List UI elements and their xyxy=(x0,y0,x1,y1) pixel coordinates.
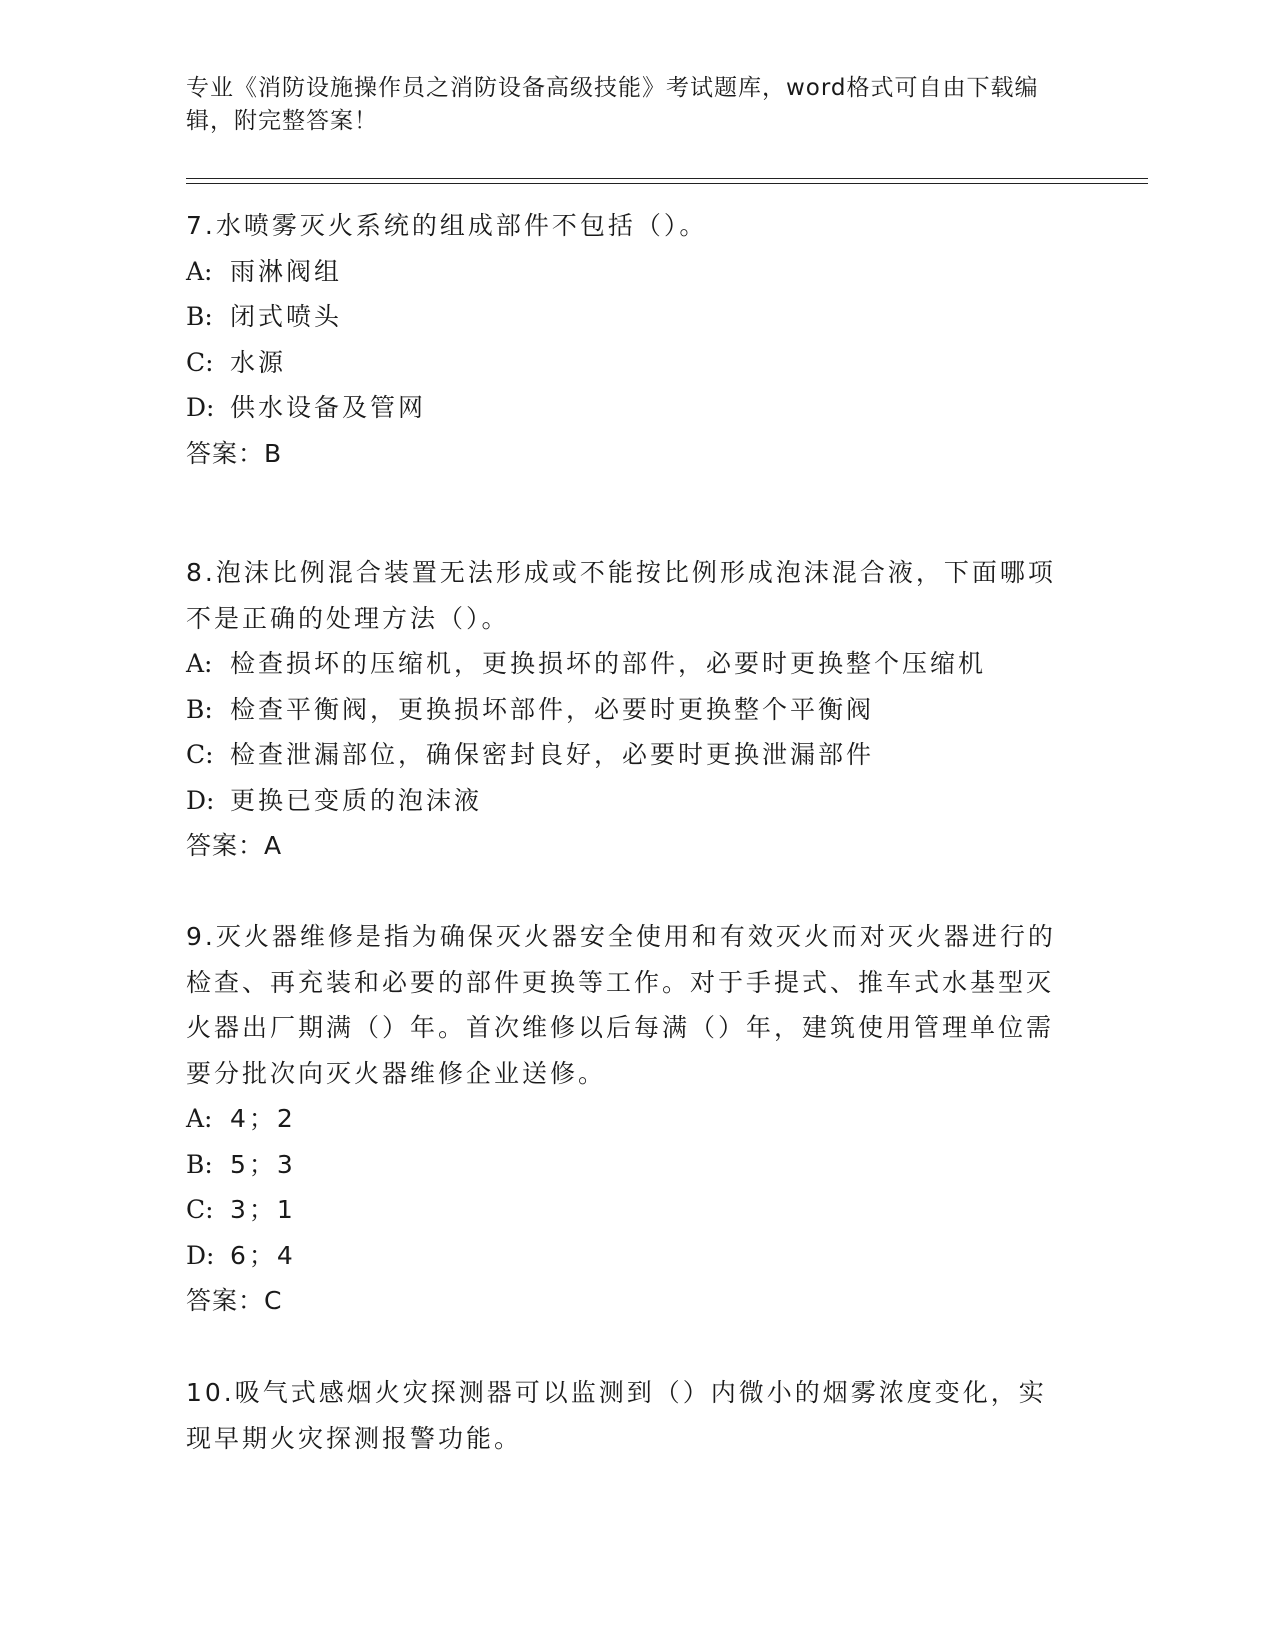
option-key: C: xyxy=(186,347,214,377)
option-text: 闭式喷头 xyxy=(230,302,343,331)
option-a xyxy=(186,249,1066,295)
option-b xyxy=(186,687,1066,733)
question-10 xyxy=(186,1370,1066,1461)
question-stem: 7.水喷雾灭火系统的组成部件不包括（）。 xyxy=(186,211,708,240)
answer-line: 答案：B xyxy=(186,438,283,468)
answer-line: 答案：C xyxy=(186,1286,283,1315)
option-text: 检查平衡阀，更换损坏部件，必要时更换整个平衡阀 xyxy=(230,694,875,724)
option-d xyxy=(186,778,1066,824)
option-key: A: xyxy=(186,1104,213,1133)
question-stem: 10.吸气式感烟火灾探测器可以监测到（）内微小的烟雾浓度变化，实现早期火灾探测报警功能。 xyxy=(186,1378,1047,1453)
option-key: C: xyxy=(186,1195,214,1224)
option-key: A: xyxy=(186,649,213,678)
option-text: 检查损坏的压缩机，更换损坏的部件，必要时更换整个压缩机 xyxy=(230,649,987,678)
option-text: 6；4 xyxy=(230,1240,296,1270)
header-divider-bottom xyxy=(186,183,1148,184)
question-stem: 9.灭火器维修是指为确保灭火器安全使用和有效灭火而对灭火器进行的检查、再充装和必要的部件更换等工作。对于手提式、推车式水基型灭火器出厂期满（）年。首次维修以后每满（）年，建筑使用管理单位需要分批次向灭火器维修企业送修。 xyxy=(186,922,1056,1088)
option-text: 4；2 xyxy=(230,1104,296,1133)
option-text: 更换已变质的泡沫液 xyxy=(230,785,483,815)
option-d xyxy=(186,385,1066,431)
option-text: 供水设备及管网 xyxy=(230,393,427,422)
question-9 xyxy=(186,914,1066,1324)
option-c xyxy=(186,732,1066,778)
option-key: A: xyxy=(186,256,213,286)
option-b xyxy=(186,294,1066,340)
option-key: B: xyxy=(186,694,213,724)
option-key: D: xyxy=(186,1240,215,1270)
option-text: 3；1 xyxy=(230,1195,296,1224)
option-key: D: xyxy=(186,785,215,815)
option-b xyxy=(186,1142,1066,1188)
option-c xyxy=(186,340,1066,386)
answer-line: 答案：A xyxy=(186,831,283,860)
option-text: 雨淋阀组 xyxy=(230,256,343,286)
option-a xyxy=(186,1096,1066,1142)
option-key: D: xyxy=(186,393,215,422)
option-text: 5；3 xyxy=(230,1149,296,1179)
option-key: B: xyxy=(186,1149,213,1179)
option-text: 检查泄漏部位，确保密封良好，必要时更换泄漏部件 xyxy=(230,740,875,769)
option-text: 水源 xyxy=(230,347,287,377)
option-key: C: xyxy=(186,740,214,769)
option-d xyxy=(186,1233,1066,1279)
question-7 xyxy=(186,203,1066,476)
option-key: B: xyxy=(186,302,213,331)
option-c xyxy=(186,1187,1066,1233)
header-divider-top xyxy=(186,178,1148,179)
question-stem: 8.泡沫比例混合装置无法形成或不能按比例形成泡沫混合液，下面哪项不是正确的处理方法（）。 xyxy=(186,558,1056,633)
option-a xyxy=(186,641,1066,687)
question-8 xyxy=(186,550,1066,869)
document-header: 专业《消防设施操作员之消防设备高级技能》考试题库，word格式可自由下载编辑，附完整答案！ xyxy=(186,75,1039,134)
